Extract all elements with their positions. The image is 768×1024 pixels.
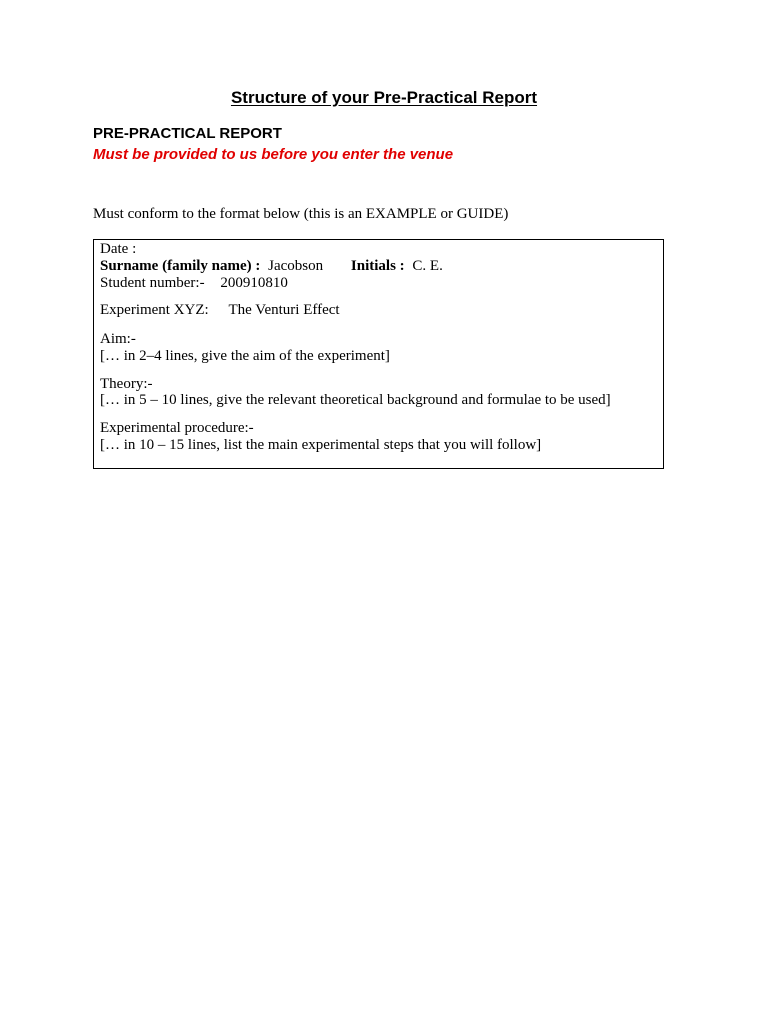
- student-number-line: [100, 275, 288, 292]
- procedure-text: [… in 10 – 15 lines, list the main experimental steps that you will follow]: [100, 437, 542, 453]
- experiment-value: The Venturi Effect: [228, 302, 340, 318]
- initials-label: Initials :: [350, 258, 405, 274]
- surname-label: Surname (family name) :: [100, 258, 261, 274]
- theory-text: [… in 5 – 10 lines, give the relevant theoretical background and formulae to be used]: [100, 392, 611, 408]
- experiment-label: Experiment XYZ:: [100, 302, 209, 318]
- date-label: Date :: [100, 241, 137, 257]
- aim-text: [… in 2–4 lines, give the aim of the experiment]: [100, 348, 390, 364]
- initials-value: C. E.: [412, 258, 443, 274]
- format-intro: Must conform to the format below (this is an EXAMPLE or GUIDE): [93, 206, 509, 222]
- date-line: [100, 241, 136, 258]
- example-report-box: [93, 239, 664, 469]
- section-heading: PRE-PRACTICAL REPORT: [93, 125, 282, 142]
- surname-line: [100, 258, 443, 275]
- surname-value: Jacobson: [268, 258, 324, 274]
- aim-label: Aim:-: [100, 331, 136, 347]
- document-title: Structure of your Pre-Practical Report: [230, 88, 538, 107]
- student-number-label: Student number:-: [100, 275, 205, 291]
- theory-label: Theory:-: [100, 376, 153, 392]
- procedure-label: Experimental procedure:-: [100, 420, 254, 436]
- experiment-line: [100, 302, 340, 319]
- submission-warning: Must be provided to us before you enter the venue: [93, 146, 454, 163]
- student-number-value: 200910810: [220, 275, 288, 291]
